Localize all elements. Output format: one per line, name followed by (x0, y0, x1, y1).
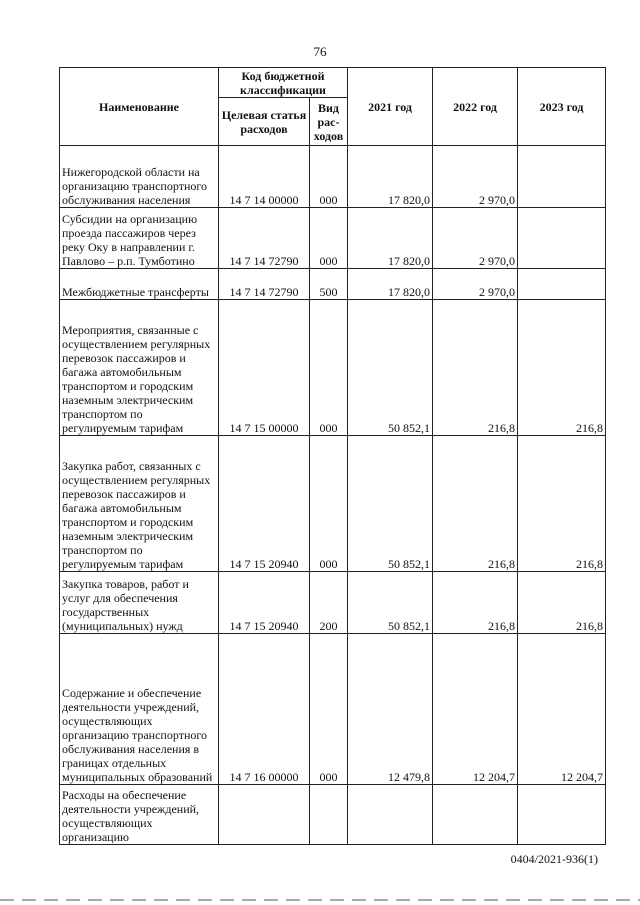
header-code-group: Код бюджетной классификации (219, 68, 348, 98)
document-code: 0404/2021-936(1) (510, 852, 598, 866)
row-2023 (518, 208, 606, 269)
row-2021: 50 852,1 (348, 436, 433, 572)
row-2021 (348, 785, 433, 845)
page-number: 76 (313, 44, 327, 59)
row-name: Содержание и обеспечение деятельности учреждений, осуществляющих организацию транспортного обслуживания населения в границах отдельных муниципальных образований (60, 634, 219, 785)
row-2022: 216,8 (433, 436, 518, 572)
row-2022: 2 970,0 (433, 208, 518, 269)
row-code: 14 7 14 72790 (219, 208, 310, 269)
row-2023: 12 204,7 (518, 634, 606, 785)
row-name: Субсидии на организацию проезда пассажиров через реку Оку в направлении г. Павлово – р.п. Тумботино (60, 208, 219, 269)
row-2023 (518, 785, 606, 845)
row-2022 (433, 785, 518, 845)
row-name: Закупка работ, связанных с осуществлением регулярных перевозок пассажиров и багажа автомобильным транспортом и городским наземным электрическим транспортом по регулируемым тарифам (60, 436, 219, 572)
row-code: 14 7 15 20940 (219, 436, 310, 572)
row-2023 (518, 146, 606, 208)
row-2021: 50 852,1 (348, 300, 433, 436)
row-2021: 17 820,0 (348, 146, 433, 208)
row-type: 000 (310, 300, 348, 436)
table-row (60, 269, 606, 300)
row-2023: 216,8 (518, 300, 606, 436)
row-2021: 50 852,1 (348, 572, 433, 634)
header-expense-type: Вид рас-ходов (310, 98, 348, 146)
row-type: 000 (310, 146, 348, 208)
table-row (60, 785, 606, 845)
row-code: 14 7 15 00000 (219, 300, 310, 436)
row-type (310, 785, 348, 845)
row-code: 14 7 14 72790 (219, 269, 310, 300)
row-2021: 17 820,0 (348, 208, 433, 269)
header-year-2023: 2023 год (518, 68, 606, 146)
table-row (60, 634, 606, 785)
row-name: Нижегородской области на организацию транспортного обслуживания населения (60, 146, 219, 208)
header-target-article: Целевая статья расходов (219, 98, 310, 146)
table-row (60, 300, 606, 436)
row-2021: 12 479,8 (348, 634, 433, 785)
row-2023: 216,8 (518, 572, 606, 634)
header-year-2021: 2021 год (348, 68, 433, 146)
row-2021: 17 820,0 (348, 269, 433, 300)
row-code: 14 7 16 00000 (219, 634, 310, 785)
scan-edge-divider (0, 899, 640, 901)
row-code: 14 7 15 20940 (219, 572, 310, 634)
row-2023: 216,8 (518, 436, 606, 572)
header-year-2022: 2022 год (433, 68, 518, 146)
row-2022: 2 970,0 (433, 146, 518, 208)
row-type: 000 (310, 634, 348, 785)
table-row (60, 436, 606, 572)
row-code: 14 7 14 00000 (219, 146, 310, 208)
budget-table (59, 67, 606, 845)
row-name: Расходы на обеспечение деятельности учреждений, осуществляющих организацию (60, 785, 219, 845)
row-type: 500 (310, 269, 348, 300)
row-type: 000 (310, 436, 348, 572)
row-type: 000 (310, 208, 348, 269)
header-name: Наименование (60, 68, 219, 146)
table-row (60, 208, 606, 269)
row-2022: 216,8 (433, 572, 518, 634)
row-2022: 2 970,0 (433, 269, 518, 300)
row-name: Межбюджетные трансферты (60, 269, 219, 300)
row-type: 200 (310, 572, 348, 634)
row-name: Мероприятия, связанные с осуществлением регулярных перевозок пассажиров и багажа автомобильным транспортом и городским наземным электрическим транспортом по регулируемым тарифам (60, 300, 219, 436)
row-name: Закупка товаров, работ и услуг для обеспечения государственных (муниципальных) нужд (60, 572, 219, 634)
row-2022: 12 204,7 (433, 634, 518, 785)
table-row (60, 572, 606, 634)
row-2022: 216,8 (433, 300, 518, 436)
table-row (60, 146, 606, 208)
row-code (219, 785, 310, 845)
row-2023 (518, 269, 606, 300)
